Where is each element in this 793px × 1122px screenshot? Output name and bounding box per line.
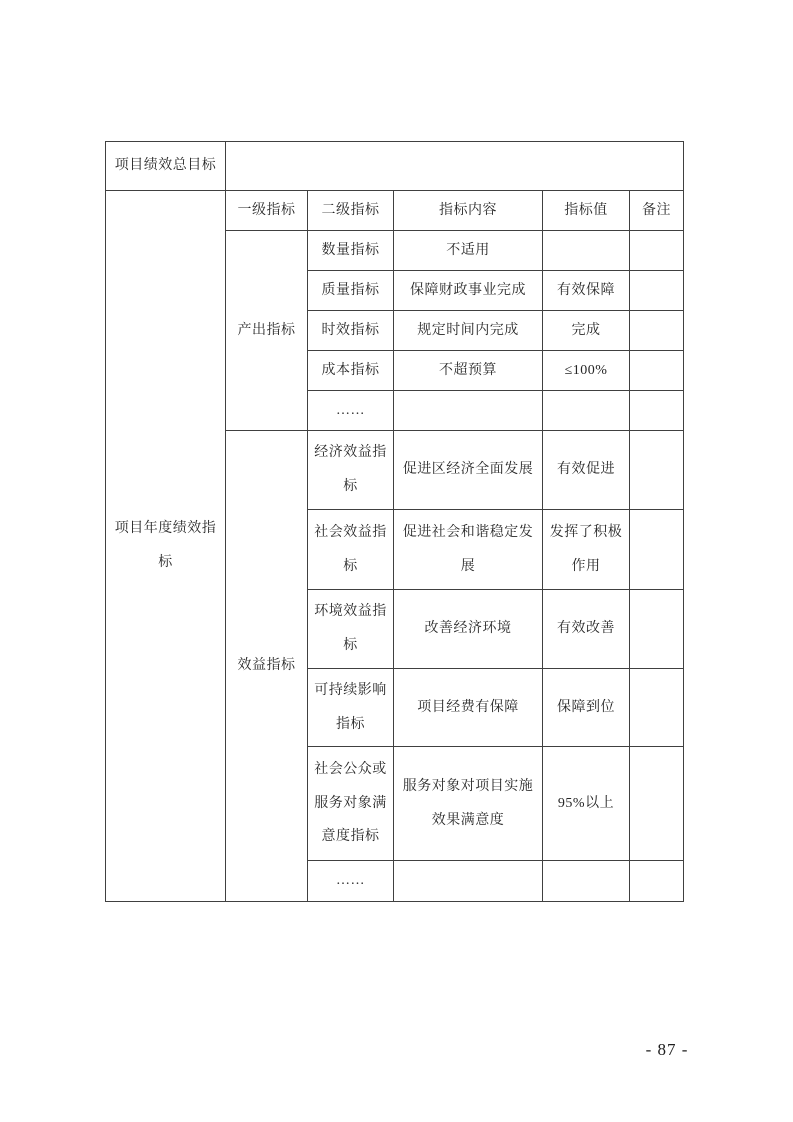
content-cell: 不适用 bbox=[394, 231, 543, 271]
value-cell: 有效促进 bbox=[543, 431, 630, 510]
table-header-row bbox=[106, 191, 684, 231]
note-cell bbox=[630, 590, 684, 669]
note-cell bbox=[630, 431, 684, 510]
note-cell bbox=[630, 861, 684, 902]
header-level1: 一级指标 bbox=[226, 191, 308, 231]
value-cell bbox=[543, 391, 630, 431]
level2-cell: …… bbox=[308, 391, 394, 431]
level2-cell: …… bbox=[308, 861, 394, 902]
header-content: 指标内容 bbox=[394, 191, 543, 231]
note-cell bbox=[630, 669, 684, 747]
level1-cell: 产出指标 bbox=[226, 231, 308, 431]
level2-cell: 时效指标 bbox=[308, 311, 394, 351]
level2-cell: 环境效益指标 bbox=[308, 590, 394, 669]
content-cell: 不超预算 bbox=[394, 351, 543, 391]
level2-cell: 社会公众或服务对象满意度指标 bbox=[308, 747, 394, 861]
note-cell bbox=[630, 510, 684, 590]
content-cell bbox=[394, 391, 543, 431]
value-cell: 有效改善 bbox=[543, 590, 630, 669]
performance-indicators-table bbox=[105, 141, 684, 902]
content-cell: 促进社会和谐稳定发展 bbox=[394, 510, 543, 590]
value-cell bbox=[543, 231, 630, 271]
level2-cell: 数量指标 bbox=[308, 231, 394, 271]
header-note: 备注 bbox=[630, 191, 684, 231]
note-cell bbox=[630, 351, 684, 391]
content-cell: 保障财政事业完成 bbox=[394, 271, 543, 311]
total-goal-label: 项目绩效总目标 bbox=[106, 142, 226, 191]
note-cell bbox=[630, 311, 684, 351]
note-cell bbox=[630, 747, 684, 861]
level2-cell: 可持续影响指标 bbox=[308, 669, 394, 747]
level2-cell: 质量指标 bbox=[308, 271, 394, 311]
note-cell bbox=[630, 271, 684, 311]
total-goal-value-cell bbox=[226, 142, 684, 191]
table-row bbox=[106, 142, 684, 191]
content-cell: 服务对象对项目实施效果满意度 bbox=[394, 747, 543, 861]
value-cell: 完成 bbox=[543, 311, 630, 351]
level1-cell: 效益指标 bbox=[226, 431, 308, 902]
level2-cell: 社会效益指标 bbox=[308, 510, 394, 590]
value-cell: 95%以上 bbox=[543, 747, 630, 861]
note-cell bbox=[630, 391, 684, 431]
value-cell: 发挥了积极作用 bbox=[543, 510, 630, 590]
annual-indicators-label: 项目年度绩效指标 bbox=[106, 191, 226, 902]
value-cell: ≤100% bbox=[543, 351, 630, 391]
header-value: 指标值 bbox=[543, 191, 630, 231]
level2-cell: 经济效益指标 bbox=[308, 431, 394, 510]
content-cell bbox=[394, 861, 543, 902]
content-cell: 促进区经济全面发展 bbox=[394, 431, 543, 510]
content-cell: 项目经费有保障 bbox=[394, 669, 543, 747]
value-cell: 有效保障 bbox=[543, 271, 630, 311]
page-number: - 87 - bbox=[645, 1040, 689, 1059]
level2-cell: 成本指标 bbox=[308, 351, 394, 391]
header-level2: 二级指标 bbox=[308, 191, 394, 231]
value-cell: 保障到位 bbox=[543, 669, 630, 747]
content-cell: 规定时间内完成 bbox=[394, 311, 543, 351]
value-cell bbox=[543, 861, 630, 902]
note-cell bbox=[630, 231, 684, 271]
content-cell: 改善经济环境 bbox=[394, 590, 543, 669]
